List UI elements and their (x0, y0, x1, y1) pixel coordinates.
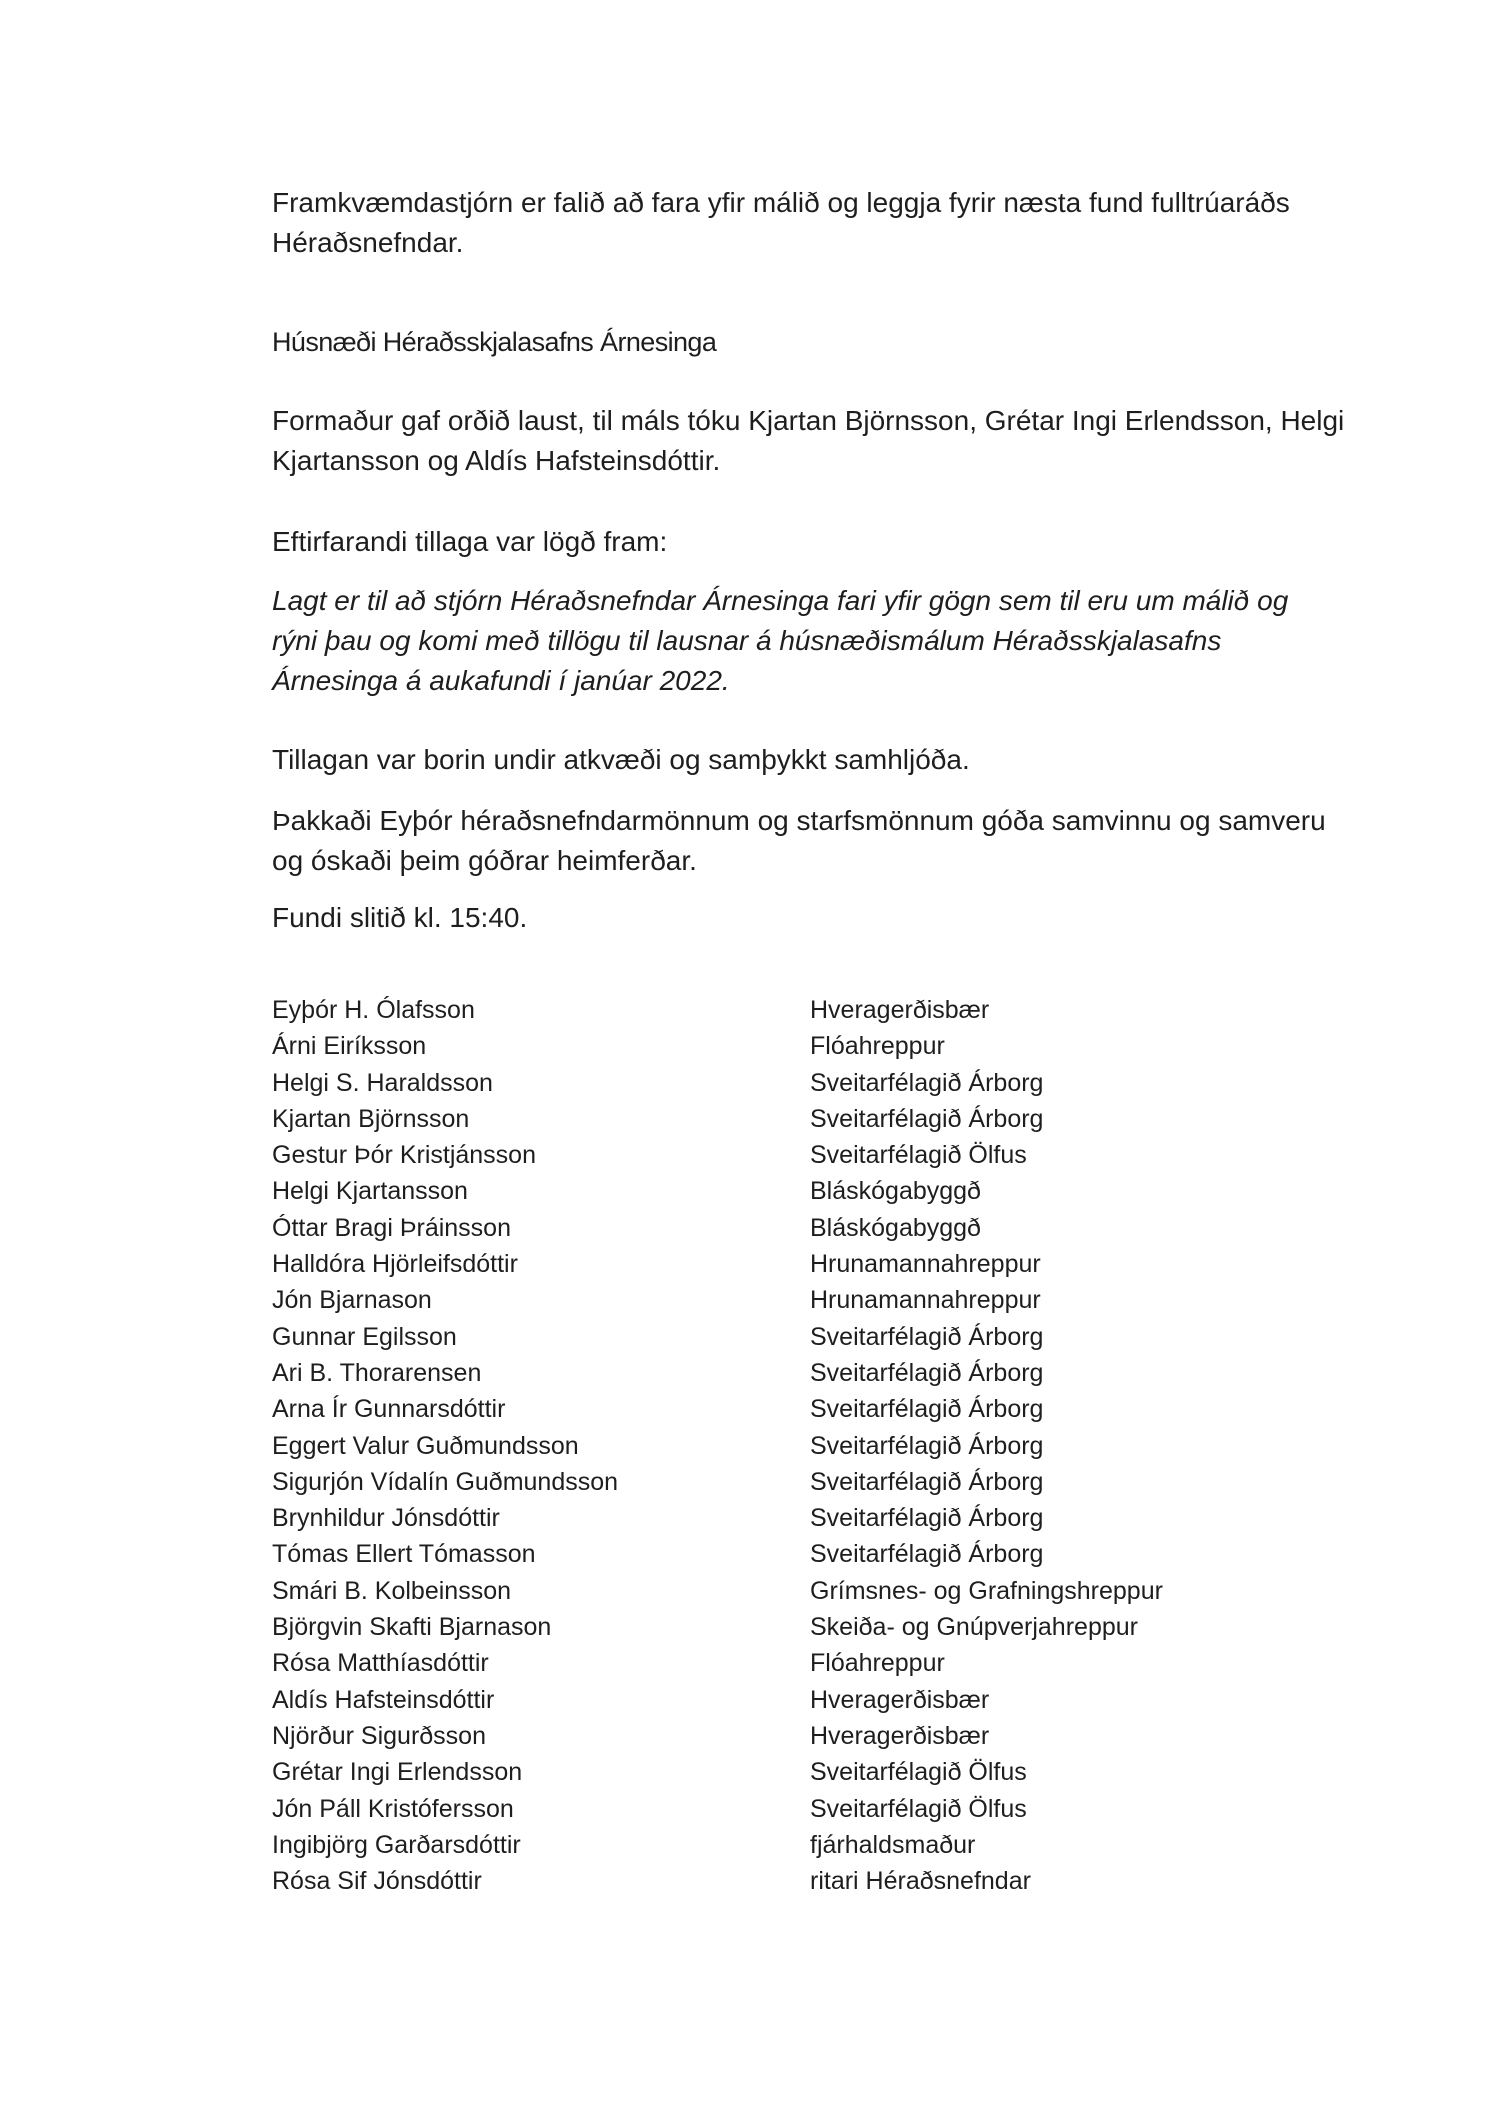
attendee-place: Flóahreppur (810, 1649, 945, 1678)
intro-line: Framkvæmdastjórn er falið að fara yfir málið og leggja fyrir næsta fund fulltrúaráðs (272, 187, 1290, 218)
attendee-name: Aldís Hafsteinsdóttir (272, 1685, 495, 1714)
attendee-place: Sveitarfélagið Árborg (810, 1358, 1044, 1387)
discussion-line: Formaður gaf orðið laust, til máls tóku Kjartan Björnsson, Grétar Ingi Erlendsson, Helgi (272, 405, 1345, 436)
attendee-name: Björgvin Skafti Bjarnason (272, 1613, 552, 1642)
attendee-place: Sveitarfélagið Árborg (810, 1540, 1044, 1569)
attendee-row (272, 1210, 1332, 1246)
attendee-row (272, 1573, 1332, 1609)
attendee-row (272, 1246, 1332, 1282)
attendee-name: Brynhildur Jónsdóttir (272, 1504, 500, 1533)
vote-result: Tillagan var borin undir atkvæði og samþykkt samhljóða. (272, 744, 970, 775)
attendee-row (272, 1355, 1332, 1391)
attendee-place: ritari Héraðsnefndar (810, 1867, 1031, 1896)
attendee-row (272, 1173, 1332, 1209)
attendee-place: fjárhaldsmaður (810, 1830, 976, 1859)
attendee-name: Rósa Matthíasdóttir (272, 1649, 489, 1678)
attendee-row (272, 992, 1332, 1028)
attendee-row (272, 1645, 1332, 1681)
attendee-place: Sveitarfélagið Ölfus (810, 1794, 1027, 1823)
attendee-row (272, 1827, 1332, 1863)
attendee-name: Arna Ír Gunnarsdóttir (272, 1395, 506, 1424)
attendee-place: Sveitarfélagið Árborg (810, 1395, 1044, 1424)
attendee-row (272, 1319, 1332, 1355)
attendee-name: Halldóra Hjörleifsdóttir (272, 1250, 518, 1279)
attendee-row (272, 1500, 1332, 1536)
attendee-name: Grétar Ingi Erlendsson (272, 1758, 523, 1787)
discussion-line: Kjartansson og Aldís Hafsteinsdóttir. (272, 445, 721, 476)
attendee-name: Sigurjón Vídalín Guðmundsson (272, 1467, 619, 1496)
attendee-name: Óttar Bragi Þráinsson (272, 1213, 511, 1242)
attendee-place: Skeiða- og Gnúpverjahreppur (810, 1613, 1138, 1642)
attendee-row (272, 1282, 1332, 1318)
proposal-line: Lagt er til að stjórn Héraðsnefndar Árnesinga fari yfir gögn sem til eru um málið og (272, 585, 1289, 616)
attendee-place: Sveitarfélagið Árborg (810, 1068, 1044, 1097)
attendee-name: Smári B. Kolbeinsson (272, 1576, 512, 1605)
attendee-name: Gestur Þór Kristjánsson (272, 1141, 536, 1170)
attendee-name: Eggert Valur Guðmundsson (272, 1431, 579, 1460)
attendee-name: Jón Páll Kristófersson (272, 1794, 514, 1823)
attendee-name: Rósa Sif Jónsdóttir (272, 1867, 482, 1896)
attendee-list (272, 992, 1332, 1899)
thanks-paragraph (272, 801, 1332, 881)
attendee-row (272, 1682, 1332, 1718)
attendee-place: Sveitarfélagið Ölfus (810, 1758, 1027, 1787)
attendee-name: Tómas Ellert Tómasson (272, 1540, 536, 1569)
attendee-row (272, 1718, 1332, 1754)
attendee-row (272, 1754, 1332, 1790)
attendee-place: Sveitarfélagið Árborg (810, 1504, 1044, 1533)
attendee-row (272, 1428, 1332, 1464)
attendee-row (272, 1137, 1332, 1173)
thanks-line: og óskaði þeim góðrar heimferðar. (272, 845, 697, 876)
attendee-place: Grímsnes- og Grafningshreppur (810, 1576, 1163, 1605)
attendee-row (272, 1028, 1332, 1064)
attendee-name: Kjartan Björnsson (272, 1104, 470, 1133)
attendee-name: Ari B. Thorarensen (272, 1358, 482, 1387)
attendee-place: Bláskógabyggð (810, 1177, 981, 1206)
section-title: Húsnæði Héraðsskjalasafns Árnesinga (272, 327, 717, 357)
attendee-row (272, 1101, 1332, 1137)
attendee-place: Sveitarfélagið Árborg (810, 1431, 1044, 1460)
attendee-name: Helgi Kjartansson (272, 1177, 468, 1206)
attendee-place: Sveitarfélagið Árborg (810, 1322, 1044, 1351)
attendee-row (272, 1391, 1332, 1427)
intro-paragraph (272, 183, 1332, 263)
attendee-name: Helgi S. Haraldsson (272, 1068, 493, 1097)
attendee-row (272, 1065, 1332, 1101)
proposal-line: rýni þau og komi með tillögu til lausnar á húsnæðismálum Héraðsskjalasafns (272, 625, 1222, 656)
attendee-name: Njörður Sigurðsson (272, 1721, 486, 1750)
attendee-row (272, 1791, 1332, 1827)
attendee-row (272, 1536, 1332, 1572)
attendee-row (272, 1464, 1332, 1500)
intro-line: Héraðsnefndar. (272, 227, 464, 258)
attendee-name: Jón Bjarnason (272, 1286, 432, 1315)
attendee-place: Hveragerðisbær (810, 1721, 990, 1750)
attendee-place: Sveitarfélagið Ölfus (810, 1141, 1027, 1170)
attendee-name: Gunnar Egilsson (272, 1322, 457, 1351)
attendee-name: Árni Eiríksson (272, 1032, 427, 1061)
attendee-place: Hrunamannahreppur (810, 1286, 1041, 1315)
attendee-row (272, 1863, 1332, 1899)
proposal-text (272, 581, 1332, 701)
attendee-name: Ingibjörg Garðarsdóttir (272, 1830, 521, 1859)
proposal-line: Árnesinga á aukafundi í janúar 2022. (272, 665, 730, 696)
attendee-place: Hveragerðisbær (810, 1685, 990, 1714)
attendee-name: Eyþór H. Ólafsson (272, 996, 475, 1024)
attendee-place: Bláskógabyggð (810, 1213, 981, 1242)
attendee-place: Sveitarfélagið Árborg (810, 1104, 1044, 1133)
attendee-row (272, 1609, 1332, 1645)
discussion-paragraph (272, 401, 1345, 481)
proposal-intro: Eftirfarandi tillaga var lögð fram: (272, 526, 668, 557)
attendee-place: Sveitarfélagið Árborg (810, 1467, 1044, 1496)
thanks-line: Þakkaði Eyþór héraðsnefndarmönnum og starfsmönnum góða samvinnu og samveru (272, 805, 1326, 836)
attendee-place: Flóahreppur (810, 1032, 945, 1061)
closing-line: Fundi slitið kl. 15:40. (272, 902, 528, 933)
attendee-place: Hrunamannahreppur (810, 1250, 1041, 1279)
attendee-place: Hveragerðisbær (810, 996, 990, 1024)
